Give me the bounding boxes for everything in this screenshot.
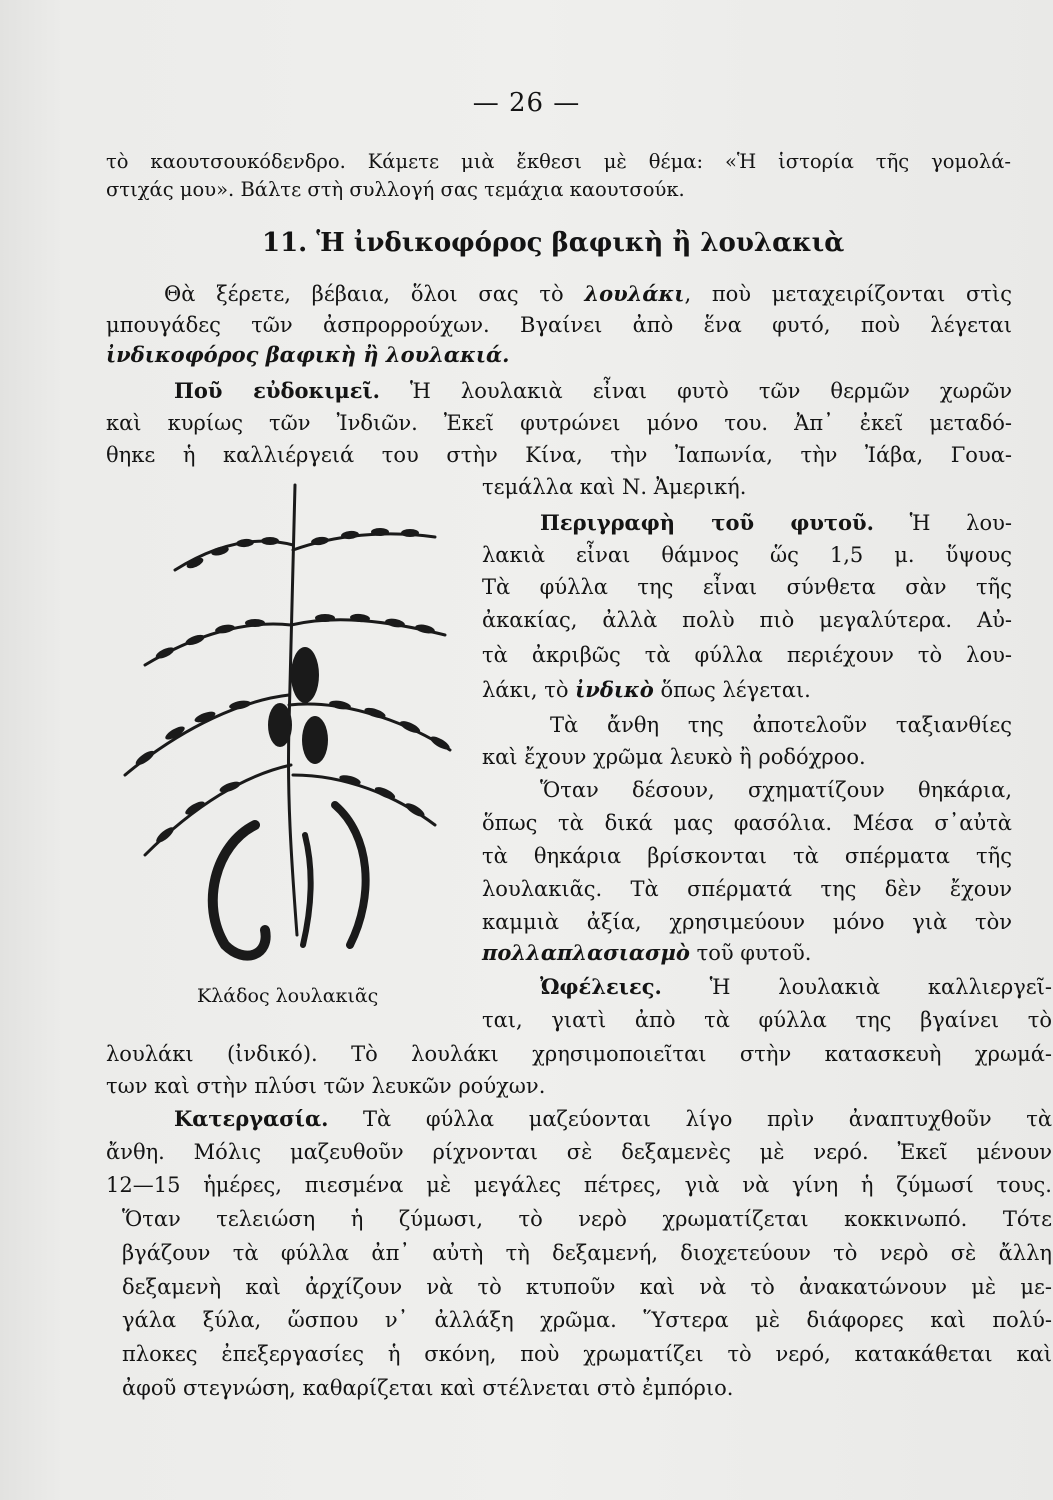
p1-line-3: ἰνδικοφόρος βαφικὴ ἢ λουλακιά. <box>106 342 510 367</box>
p3-line-2: λακιὰ εἶναι θάμνος ὥς 1,5 μ. ὕψους <box>482 543 1012 567</box>
p2-line-4: τεμάλλα καὶ Ν. Ἀμερική. <box>482 475 747 499</box>
heading-benefits: Ὠφέλειες. <box>540 974 662 999</box>
p1-line-2: μπουγάδες τῶν ἀσπρορρούχων. Βγαίνει ἀπὸ ἕνα φυτό, ποὺ λέγεται <box>106 313 1012 337</box>
p5-line-4: λουλακιᾶς. Τὰ σπέρματά της δὲν ἔχουν <box>482 877 1012 901</box>
p5-line-3: τὰ θηκάρια βρίσκονται τὰ σπέρματα τῆς <box>482 844 1012 868</box>
p7-line-4: Ὅταν τελειώση ἡ ζύμωσι, τὸ νερὸ χρωματίζεται κοκκινωπό. Τότε <box>122 1207 1052 1231</box>
p7-line-8: πλοκες ἐπεξεργασίες ἡ σκόνη, ποὺ χρωματίζει τὸ νερό, κατακάθεται καὶ <box>122 1342 1052 1366</box>
emph-indiko: ἰνδικὸ <box>575 677 654 702</box>
p5-line-6: πολλαπλασιασμὸ τοῦ φυτοῦ. <box>482 940 812 965</box>
section-title: 11. Ἡ ἰνδικοφόρος βαφικὴ ἢ λουλακιὰ <box>262 228 845 258</box>
p3-line-4: ἀκακίας, ἀλλὰ πολὺ πιὸ μεγαλύτερα. Αὐ- <box>482 608 1012 632</box>
emph-loulaki: λουλάκι <box>584 281 685 306</box>
indigo-plant-branch-illustration <box>105 475 475 985</box>
p4-line-2: καὶ ἔχουν χρῶμα λευκὸ ἢ ροδόχροο. <box>482 745 866 769</box>
p6-line-3: λουλάκι (ἰνδικό). Τὸ λουλάκι χρησιμοποιεῖται στὴν κατασκευὴ χρωμά- <box>106 1042 1052 1066</box>
heading-where-it-grows: Ποῦ εὐδοκιμεῖ. <box>174 378 380 403</box>
p5-line-2: ὅπως τὰ δικά μας φασόλια. Μέσα σ᾽αὐτὰ <box>482 811 1012 835</box>
p1-line-1: Θὰ ξέρετε, βέβαια, ὅλοι σας τὸ λουλάκι, ποὺ μεταχειρίζονται στὶς <box>164 281 1012 306</box>
p4-line-1: Τὰ ἄνθη της ἀποτελοῦν ταξιανθίες <box>550 713 1012 737</box>
p2-line-2: καὶ κυρίως τῶν Ἰνδιῶν. Ἐκεῖ φυτρώνει μόνο του. Ἀπ᾽ ἐκεῖ μεταδό- <box>106 411 1012 435</box>
emph-propagation: πολλαπλασιασμὸ <box>482 940 690 965</box>
p6-line-2: ται, γιατὶ ἀπὸ τὰ φύλλα της βγαίνει τὸ <box>482 1008 1052 1032</box>
p5-line-5: καμμιὰ ἀξία, χρησιμεύουν μόνο γιὰ τὸν <box>482 910 1012 934</box>
p3-line-1: Περιγραφὴ τοῦ φυτοῦ. Ἡ λου- <box>540 510 1012 535</box>
p3-line-5: τὰ ἀκριβῶς τὰ φύλλα περιέχουν τὸ λου- <box>482 643 1012 667</box>
intro-line-1: τὸ καουτσουκόδενδρο. Κάμετε μιὰ ἔκθεσι μὲ θέμα: «Ἡ ἱστορία τῆς γομολά- <box>106 150 1011 173</box>
p7-line-1: Κατεργασία. Τὰ φύλλα μαζεύονται λίγο πρὶν ἀναπτυχθοῦν τὰ <box>174 1106 1052 1131</box>
p6-line-1: Ὠφέλειες. Ἡ λουλακιὰ καλλιεργεῖ- <box>540 974 1052 999</box>
p2-line-3: θηκε ἡ καλλιέργειά του στὴν Κίνα, τὴν Ἰαπωνία, τὴν Ἰάβα, Γουα- <box>106 443 1012 467</box>
heading-processing: Κατεργασία. <box>174 1106 329 1131</box>
p2-line-1: Ποῦ εὐδοκιμεῖ. Ἡ λουλακιὰ εἶναι φυτὸ τῶν θερμῶν χωρῶν <box>174 378 1012 403</box>
p3-line-3: Τὰ φύλλα της εἶναι σύνθετα σὰν τῆς <box>482 575 1012 599</box>
page-number: — 26 — <box>472 88 581 118</box>
p3-line-6: λάκι, τὸ ἰνδικὸ ὅπως λέγεται. <box>482 677 811 702</box>
p7-line-6: δεξαμενὴ καὶ ἀρχίζουν νὰ τὸ κτυποῦν καὶ νὰ τὸ ἀνακατώνουν μὲ με- <box>122 1275 1052 1299</box>
p7-line-9: ἀφοῦ στεγνώση, καθαρίζεται καὶ στέλνεται στὸ ἐμπόριο. <box>122 1376 734 1400</box>
figure-caption: Κλάδος λουλακιᾶς <box>197 985 379 1007</box>
p7-line-7: γάλα ξύλα, ὥσπου ν᾽ ἀλλάξη χρῶμα. Ὕστερα μὲ διάφορες καὶ πολύ- <box>122 1308 1052 1332</box>
p7-line-2: ἄνθη. Μόλις μαζευθοῦν ρίχνονται σὲ δεξαμενὲς μὲ νερό. Ἐκεῖ μένουν <box>106 1140 1052 1164</box>
p7-line-3: 12—15 ἡμέρες, πιεσμένα μὲ μεγάλες πέτρες, γιὰ νὰ γίνη ἡ ζύμωσί τους. <box>106 1173 1052 1197</box>
p7-line-5: βγάζουν τὰ φύλλα ἀπ᾽ αὐτὴ τὴ δεξαμενή, διοχετεύουν τὸ νερὸ σὲ ἄλλη <box>122 1241 1052 1265</box>
intro-line-2: στιχάς μου». Βάλτε στὴ συλλογή σας τεμάχια καουτσούκ. <box>106 178 685 201</box>
p6-line-4: των καὶ στὴν πλύσι τῶν λευκῶν ρούχων. <box>106 1074 546 1098</box>
p5-line-1: Ὅταν δέσουν, σχηματίζουν θηκάρια, <box>540 778 1012 802</box>
heading-plant-description: Περιγραφὴ τοῦ φυτοῦ. <box>540 510 874 535</box>
